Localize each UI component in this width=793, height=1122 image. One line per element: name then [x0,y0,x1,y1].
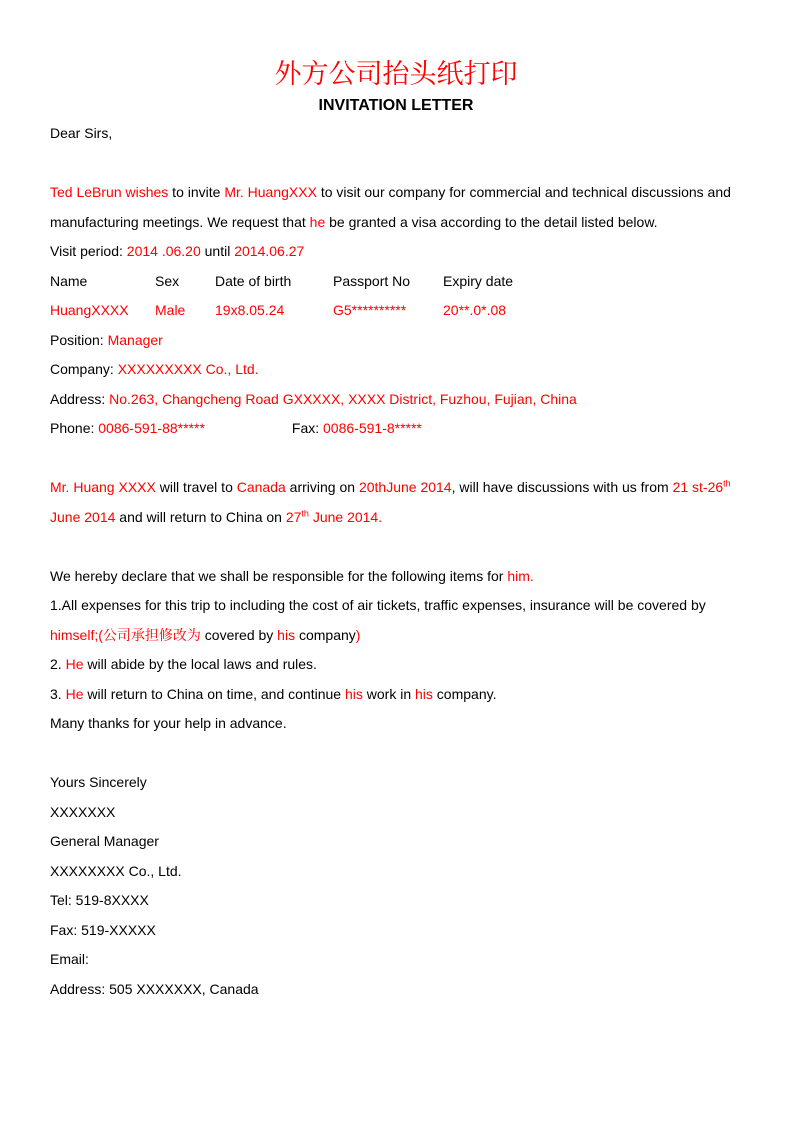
visitor-table-row [50,296,742,326]
table-header-cell: Date of birth [215,272,292,289]
expense-item-1 [50,591,742,650]
text-run: Many thanks for your help in advance. [50,715,287,731]
table-cell: HuangXXXX [50,302,129,318]
text-run: Position: [50,331,108,348]
text-run: June 2014. [308,508,383,525]
text-run: 0086-591-88***** [98,420,205,436]
page-title: 外方公司抬头纸打印 [274,59,518,90]
table-cell: 19x8.05.24 [215,302,285,318]
blank-line [50,739,742,769]
text-run: will travel to [155,479,237,495]
signature-company: XXXXXXXX Co., Ltd. [50,862,182,879]
text-run: to invite [168,184,225,200]
text-run: Canada [236,479,286,495]
rules-item-2 [50,650,742,680]
table-header-cell: Sex [155,272,180,289]
signature-email: Email: [50,951,89,967]
text-run: Fax: [291,420,324,436]
salutation: Dear Sirs, [50,125,113,141]
phone-fax-line [50,414,742,444]
text-run: XXXXXXXXX Co., Ltd. [117,361,259,377]
table-cell: 20**.0*.08 [443,302,507,318]
return-item-3 [50,680,742,710]
text-run: Ted LeBrun wishes [50,184,169,200]
declaration-line [50,562,742,592]
text-run: 2. [50,656,66,672]
text-run: No.263, Changcheng Road GXXXXX, XXXX District, Fuzhou, Fujian, China [109,390,577,407]
text-run: himself;(公司承担修改为 [50,626,201,643]
text-run: work in [362,685,415,702]
text-run: will abide by the local laws and rules. [83,656,317,672]
company-line [50,355,742,385]
text-run: him. [507,567,534,584]
position-line [50,326,742,356]
table-header-cell: Passport No [333,272,411,289]
text-run: Mr. HuangXXX [224,184,317,200]
text-run: he [309,213,326,230]
text-run: 2014 .06.20 [126,243,201,259]
thanks-line [50,709,742,739]
text-run: He [65,656,84,672]
text-run: 27 [285,508,302,525]
signature-closing: Yours Sincerely [50,774,147,790]
blank-line [50,532,742,562]
signature-fax: Fax: 519-XXXXX [50,921,156,938]
text-run: his [344,685,363,702]
text-run: He [65,685,84,702]
fax-value [292,420,422,436]
text-run: Manager [107,331,163,348]
text-run: company [295,626,356,643]
text-run: 20thJune 2014 [358,479,452,495]
page-subtitle: INVITATION LETTER [318,97,474,114]
text-run: th [301,507,309,518]
signature-tel: Tel: 519-8XXXX [50,892,149,908]
visit-period-line [50,237,742,267]
address-line [50,385,742,415]
text-run: to visit our company for commercial and technical discussions and manufacturing meetings. We request that [50,184,731,230]
text-run: June 2014 [50,508,116,525]
text-run: 3. [50,685,66,702]
signature-address: Address: 505 XXXXXXX, Canada [50,980,259,997]
text-run: ) [355,626,361,643]
phone-value [50,414,288,444]
travel-paragraph [50,473,742,532]
text-run: Company: [50,361,118,377]
text-run: , will have discussions with us from [451,479,673,495]
text-run: 21 st-26 [672,479,724,495]
text-run: 1.All expenses for this trip to including the cost of air tickets, traffic expenses, insurance will be covered by [50,597,706,613]
text-run: be granted a visa according to the detail listed below. [325,213,658,230]
table-cell: Male [155,302,186,318]
text-run: arriving on [285,479,359,495]
text-run: his [277,626,296,643]
table-cell: G5********** [333,302,407,318]
signature-job-title: General Manager [50,833,159,849]
text-run: th [723,478,731,489]
text-run: will return to China on time, and continue [83,685,345,702]
text-run: We hereby declare that we shall be responsible for the following items for [50,567,508,584]
text-run: and will return to China on [115,508,286,525]
visitor-table-header [50,267,742,297]
text-run: Address: [50,390,110,407]
text-run: Mr. Huang XXXX [50,479,156,495]
text-run: 0086-591-8***** [323,420,422,436]
signature-name: XXXXXXX [50,803,116,820]
intro-paragraph [50,178,742,237]
text-run: Visit period: [50,243,127,259]
text-run: his [415,685,433,702]
table-header-cell: Name [50,272,88,289]
blank-line [50,444,742,474]
text-run: Phone: [50,420,99,436]
text-run: until [200,243,235,259]
text-run: 2014.06.27 [234,243,305,259]
table-header-cell: Expiry date [443,272,514,289]
blank-line [50,149,742,179]
text-run: company. [432,685,497,702]
text-run: covered by [200,626,278,643]
